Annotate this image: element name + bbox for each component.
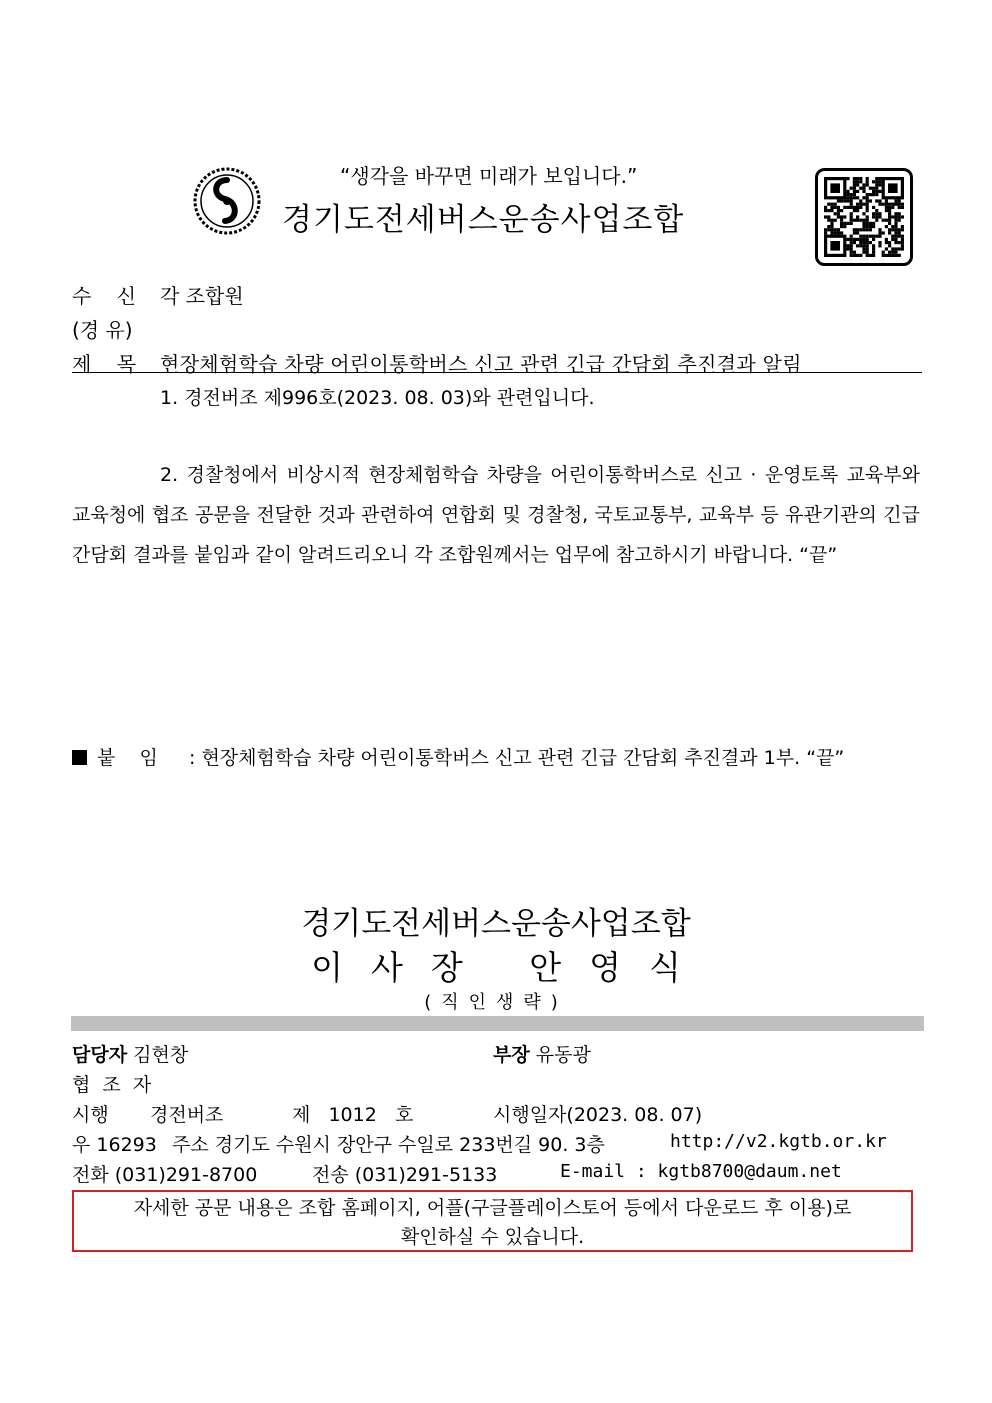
enforce-label: 시행 (72, 1104, 109, 1126)
subject: 현장체험학습 차량 어린이통학버스 신고 관련 긴급 간담회 추진결과 알림 (160, 352, 802, 376)
signature-char (491, 948, 502, 987)
email-link[interactable]: E-mail : kgtb8700@daum.net (560, 1161, 842, 1182)
head-name: 유동광 (535, 1044, 591, 1066)
attachment-row (72, 743, 844, 770)
recipient-row (72, 280, 244, 309)
cooperator-label: 협 조 자 (72, 1074, 152, 1096)
recipient-label: 수 신 (72, 284, 137, 308)
seal-note: (직인생략) (424, 992, 568, 1013)
paragraph-2: 2. 경찰청에서 비상시적 현장체험학습 차량을 어린이통학버스로 신고 · 운영토록 교육부와 교육청에 협조 공문을 전달한 것과 관련하여 연합회 및 경찰청, 국토교통부, 교육부 등 유관기관의 긴급 간담회 결과를 붙임과 같이 알려드리오니 각 조합원께서는 업무에 참고하시기 바랍니다. “끝” (72, 464, 920, 566)
signature-title (0, 942, 992, 989)
manager-label: 담당자 (72, 1044, 128, 1066)
qr-code-icon[interactable] (815, 168, 913, 266)
signature-char: 이 (311, 948, 343, 987)
doc-number: 제 1012 호 (292, 1104, 414, 1126)
recipient: 각 조합원 (160, 284, 244, 308)
manager-name: 김현창 (133, 1044, 189, 1066)
subject-label: 제 목 (72, 352, 137, 376)
header-org-name: 경기도전세버스운송사업조합 (282, 202, 685, 238)
union-logo-icon (192, 166, 262, 236)
phone: 전화 (031)291-8700 (72, 1164, 258, 1186)
notice-box (72, 1190, 913, 1252)
attachment-label: 붙 임 (97, 747, 158, 769)
manager-row (72, 1040, 188, 1067)
enforce-doc: 경전버조 (150, 1104, 224, 1126)
signature-char: 식 (649, 948, 681, 987)
notice-line-1: 자세한 공문 내용은 조합 홈페이지, 어플(구글플레이스토어 등에서 다운로드 후 이용)로 (133, 1197, 852, 1219)
square-bullet-icon (72, 750, 87, 765)
website-link[interactable]: http://v2.kgtb.or.kr (670, 1131, 887, 1152)
signature-char: 사 (370, 948, 403, 987)
signature-char: 장 (430, 948, 463, 987)
postal-code: 우 16293 (72, 1134, 157, 1156)
enforce-date: 시행일자(2023. 08. 07) (493, 1104, 703, 1126)
slogan: “생각을 바꾸면 미래가 보입니다.” (340, 164, 638, 188)
via-label: (경 유) (72, 318, 133, 342)
address: 주소 경기도 수원시 장안구 수일로 233번길 90. 3층 (172, 1134, 605, 1156)
signature-org-name: 경기도전세버스운송사업조합 (301, 906, 691, 942)
footer-divider-bar (71, 1016, 924, 1031)
notice-line-2: 확인하실 수 있습니다. (400, 1226, 585, 1248)
head-label: 부장 (493, 1044, 530, 1066)
subject-underline (72, 372, 922, 373)
attachment-text: : 현장체험학습 차량 어린이통학버스 신고 관련 긴급 간담회 추진결과 1부. “끝” (189, 747, 845, 769)
fax: 전송 (031)291-5133 (312, 1164, 498, 1186)
signature-char: 영 (589, 948, 622, 987)
paragraph-1: 1. 경전버조 제996호(2023. 08. 03)와 관련입니다. (160, 387, 595, 409)
signature-char: 안 (529, 948, 562, 987)
head-row (493, 1040, 591, 1067)
